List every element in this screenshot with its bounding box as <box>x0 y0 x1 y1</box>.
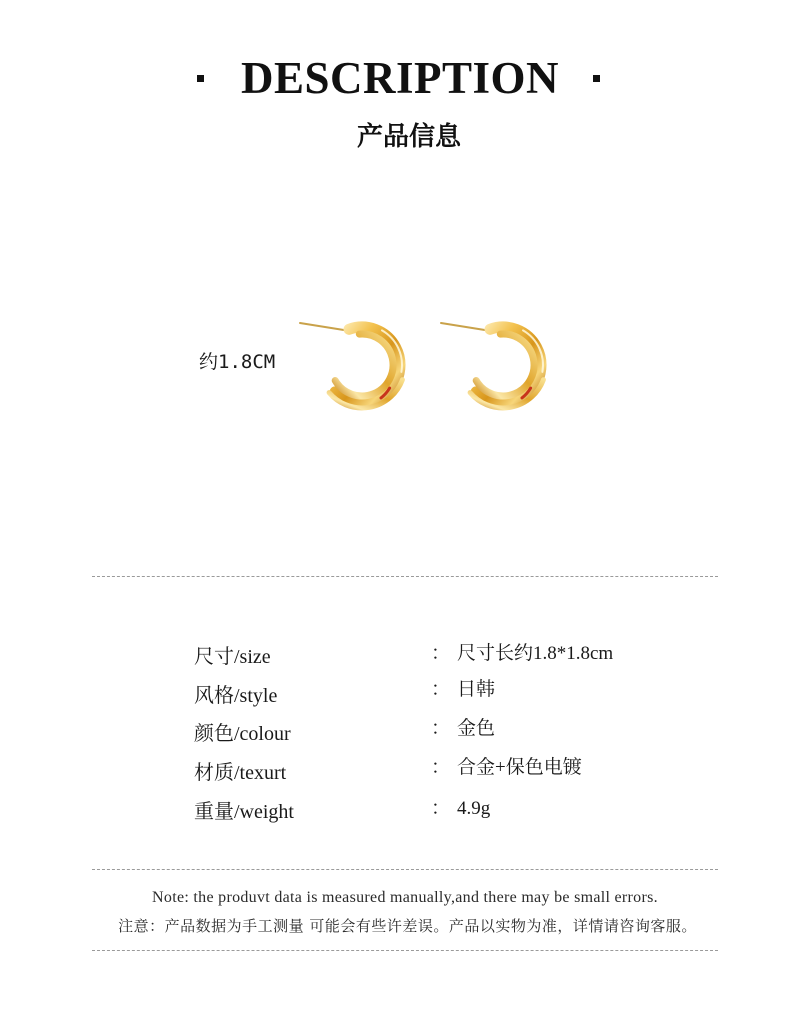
spec-row-material <box>0 757 800 790</box>
divider-middle <box>92 869 718 870</box>
title-row <box>0 52 800 104</box>
spec-value: 合金+保色电镀 <box>457 757 582 778</box>
spec-colon: ： <box>431 757 451 778</box>
spec-colon: ： <box>431 679 451 700</box>
spec-label: 重量/weight <box>194 801 294 823</box>
page-subtitle: 产品信息 <box>356 122 461 152</box>
earring-left-icon <box>300 323 402 408</box>
spec-value: 日韩 <box>457 679 496 700</box>
dimension-label: 约1.8CM <box>199 351 276 373</box>
spec-row-style <box>0 679 800 713</box>
spec-colon: ： <box>431 718 451 739</box>
divider-top <box>92 576 718 577</box>
earring-right-icon <box>441 323 543 408</box>
product-image <box>290 310 565 415</box>
spec-row-colour <box>0 718 800 751</box>
title-bullet-right-icon <box>593 75 600 82</box>
spec-value: 4.9g <box>457 798 491 819</box>
spec-value: 尺寸长约1.8*1.8cm <box>457 643 614 664</box>
spec-colon: ： <box>431 643 451 664</box>
spec-label: 风格/style <box>194 685 278 707</box>
spec-value: 金色 <box>457 718 496 739</box>
spec-row-size <box>0 644 800 674</box>
note-english: Note: the produvt data is measured manually,and there may be small errors. <box>152 889 658 906</box>
spec-label: 颜色/colour <box>194 723 291 745</box>
divider-bottom <box>92 950 718 951</box>
note-chinese: 注意：产品数据为手工测量 可能会有些许差误。产品以实物为准，详情请咨询客服。 <box>118 917 697 935</box>
spec-label: 尺寸/size <box>194 646 271 668</box>
spec-row-weight <box>0 799 800 829</box>
page-title: DESCRIPTION <box>240 53 560 103</box>
spec-label: 材质/texurt <box>194 762 287 784</box>
spec-colon: ： <box>431 798 451 819</box>
